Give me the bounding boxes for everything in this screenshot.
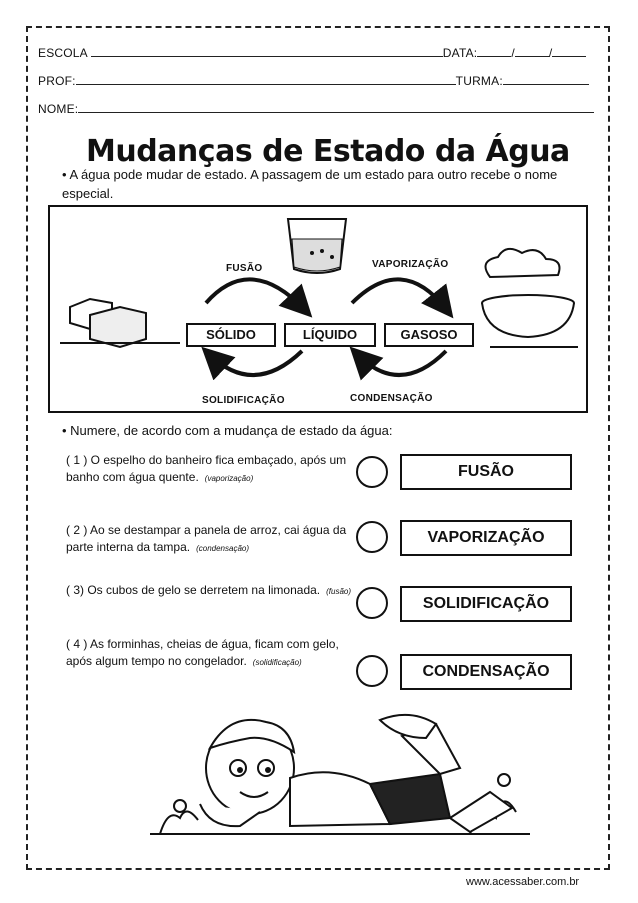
answer-box-vaporization: VAPORIZAÇÃO — [400, 520, 572, 556]
state-gas: GASOSO — [384, 323, 474, 347]
label-solidification: SOLIDIFICAÇÃO — [202, 395, 285, 406]
answer-box-condensation: CONDENSAÇÃO — [400, 654, 572, 690]
answer-box-solidification: SOLIDIFICAÇÃO — [400, 586, 572, 622]
prof-label: PROF: — [38, 74, 76, 88]
question-2 — [66, 522, 356, 557]
date-label: DATA: — [442, 46, 478, 60]
glass-of-water-icon — [288, 219, 346, 273]
answer-circle-3[interactable] — [356, 587, 388, 619]
label-fusion: FUSÃO — [226, 263, 263, 274]
question-4 — [66, 636, 356, 671]
page-title: Mudanças de Estado da Água — [86, 134, 570, 169]
label-vaporization: VAPORIZAÇÃO — [372, 259, 449, 270]
condensation-arrow — [358, 351, 446, 375]
answer-circle-1[interactable] — [356, 456, 388, 488]
school-field[interactable] — [91, 46, 443, 57]
school-label: ESCOLA — [38, 46, 88, 60]
question-hint: (fusão) — [326, 587, 352, 596]
date-year-field[interactable] — [552, 46, 586, 57]
boy-lying-illustration — [140, 708, 540, 848]
question-hint: (vaporização) — [204, 474, 254, 483]
date-day-field[interactable] — [477, 46, 511, 57]
state-liquid: LÍQUIDO — [284, 323, 376, 347]
class-label: TURMA: — [455, 74, 503, 88]
date-month-field[interactable] — [515, 46, 549, 57]
solidification-arrow — [210, 351, 302, 375]
question-text: ( 3) Os cubos de gelo se derretem na limonada. — [66, 583, 321, 597]
fusion-arrow — [206, 279, 304, 309]
question-hint: (condensação) — [196, 544, 249, 553]
question-3 — [66, 582, 356, 600]
label-condensation: CONDENSAÇÃO — [350, 393, 433, 404]
state-diagram — [48, 205, 588, 413]
answer-box-fusion: FUSÃO — [400, 454, 572, 490]
boiling-pot-icon — [482, 249, 578, 347]
ice-icon — [60, 299, 180, 347]
question-hint: (solidificação) — [252, 658, 302, 667]
name-field[interactable] — [78, 102, 594, 113]
footer-url: www.acessaber.com.br — [466, 876, 580, 888]
question-text: ( 1 ) O espelho do banheiro fica embaçado, após um banho com água quente. — [66, 453, 347, 484]
prof-field[interactable] — [76, 74, 456, 85]
instruction-text: • Numere, de acordo com a mudança de estado da água: — [62, 423, 393, 438]
question-1 — [66, 452, 356, 487]
name-line — [38, 102, 594, 116]
school-line: ESCOLA DATA: / / — [38, 46, 586, 60]
question-text: ( 2 ) Ao se destampar a panela de arroz, cai água da parte interna da tampa. — [66, 523, 347, 554]
state-solid: SÓLIDO — [186, 323, 276, 347]
class-field[interactable] — [503, 74, 589, 85]
answer-circle-2[interactable] — [356, 521, 388, 553]
diagram-illustrations — [50, 207, 586, 411]
name-label: NOME: — [38, 102, 79, 116]
intro-text: • A água pode mudar de estado. A passagem de um estado para outro recebe o nome especial. — [62, 167, 558, 201]
answer-circle-4[interactable] — [356, 655, 388, 687]
vaporization-arrow — [352, 279, 446, 309]
prof-line — [38, 74, 589, 88]
question-text: ( 4 ) As forminhas, cheias de água, ficam com gelo, após algum tempo no congelador. — [66, 637, 339, 668]
